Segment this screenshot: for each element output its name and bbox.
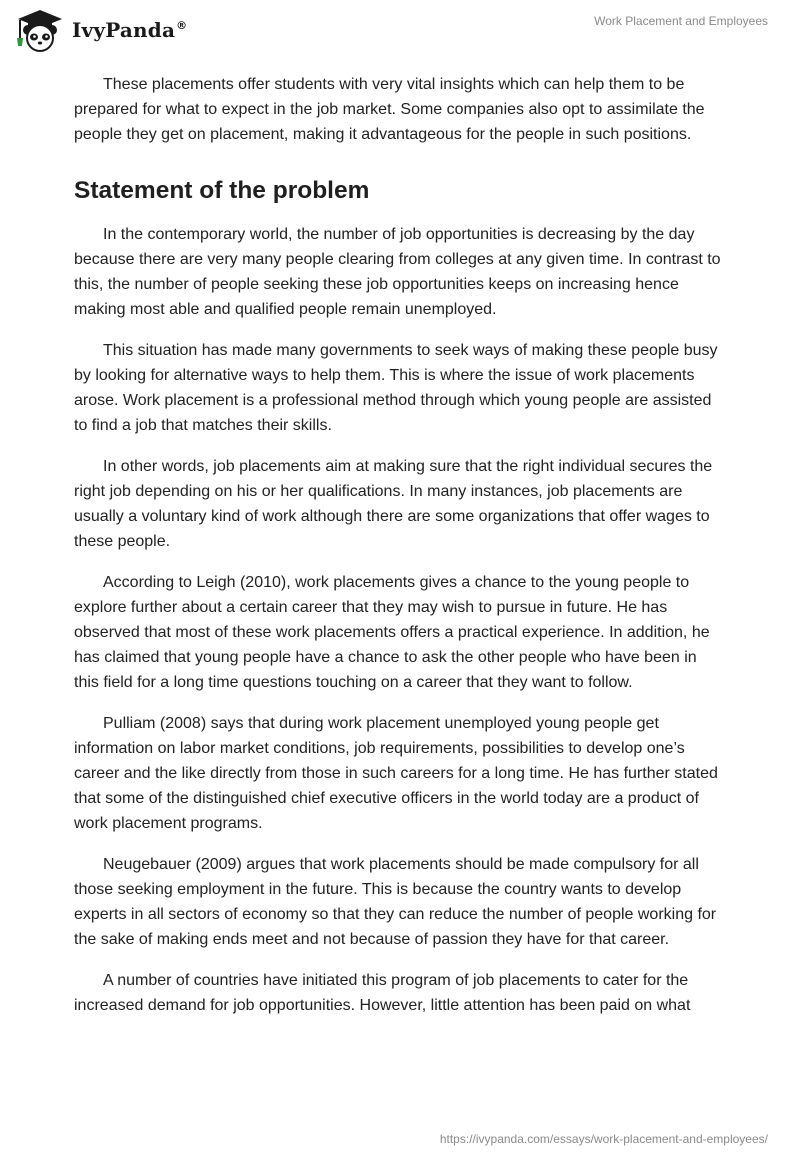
body-paragraph: According to Leigh (2010), work placements gives a chance to the young people to explore further about a certain career that they may wish to pursue in future. He has observed that most of these work placements offers a practical experience. In addition, he has claimed that young people have a chance to ask the other people who have been in this field for a long time questions touching on a career that they want to follow. <box>74 574 710 691</box>
logo-text: IvyPanda® <box>72 18 188 42</box>
body-paragraph: This situation has made many governments to seek ways of making these people busy by looking for alternative ways to help them. This is where the issue of work placements arose. Work placement is a professional method through which young people are assisted to find a job that matches their skills. <box>74 342 718 434</box>
ivypanda-logo[interactable] <box>14 8 187 52</box>
document-title: Work Placement and Employees <box>594 14 768 28</box>
registered-mark: ® <box>176 19 188 33</box>
panda-graduate-icon <box>14 8 66 52</box>
footer-url-link[interactable]: https://ivypanda.com/essays/work-placement-and-employees/ <box>439 1132 768 1146</box>
section-heading: Statement of the problem <box>74 177 370 204</box>
essay-content <box>74 72 724 1034</box>
page-header <box>0 0 800 60</box>
body-paragraph: A number of countries have initiated this program of job placements to cater for the increased demand for job opportunities. However, little attention has been paid on what <box>74 972 691 1014</box>
body-paragraph: Neugebauer (2009) argues that work placements should be made compulsory for all those seeking employment in the future. This is because the country wants to develop experts in all sectors of economy so that they can reduce the number of people working for the sake of making ends meet and not because of passion they have for that career. <box>74 856 717 948</box>
body-paragraph: Pulliam (2008) says that during work placement unemployed young people get information on labor market conditions, job requirements, possibilities to develop one’s career and the like directly from those in such careers for a long time. He has further stated that some of the distinguished chief executive officers in the world today are a product of work placement programs. <box>74 715 718 832</box>
body-paragraph: In other words, job placements aim at making sure that the right individual secures the right job depending on his or her qualifications. In many instances, job placements are usually a voluntary kind of work although there are some organizations that offer wages to these people. <box>74 458 713 550</box>
body-paragraph: In the contemporary world, the number of job opportunities is decreasing by the day because there are very many people clearing from colleges at any given time. In contrast to this, the number of people seeking these job opportunities keeps on increasing hence making most able and qualified people remain unemployed. <box>74 226 721 318</box>
intro-paragraph: These placements offer students with very vital insights which can help them to be prepared for what to expect in the job market. Some companies also opt to assimilate the people they get on placement, making it advantageous for the people in such positions. <box>74 76 705 143</box>
